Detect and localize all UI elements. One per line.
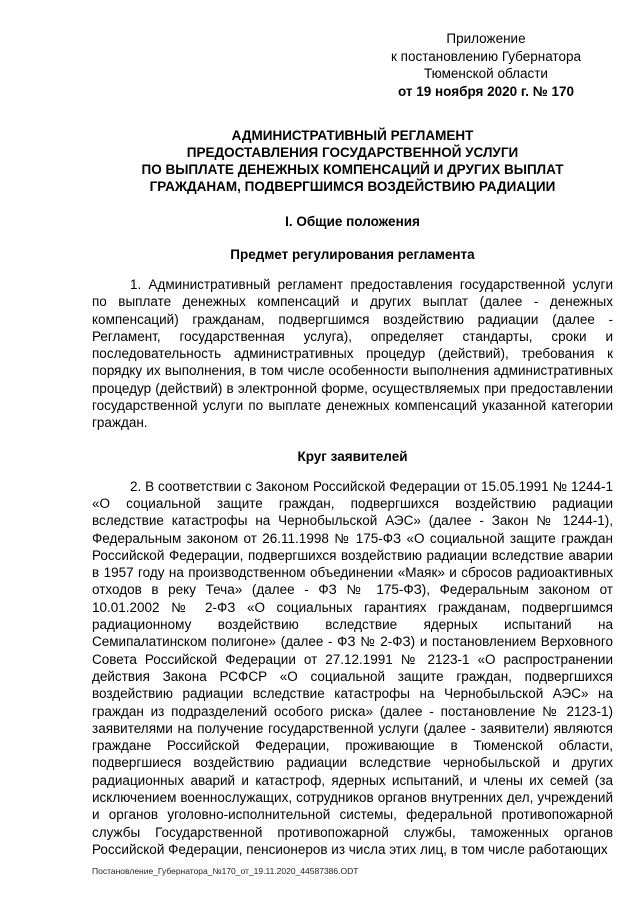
- section-title-general: I. Общие положения: [285, 214, 420, 229]
- appendix-resolution-ref: к постановлению Губернатора: [391, 48, 581, 64]
- subsection-title-applicants: Круг заявителей: [297, 448, 408, 464]
- title-line-3: ПО ВЫПЛАТЕ ДЕНЕЖНЫХ КОМПЕНСАЦИЙ И ДРУГИХ ВЫПЛАТ: [141, 162, 564, 177]
- title-line-1: АДМИНИСТРАТИВНЫЙ РЕГЛАМЕНТ: [231, 128, 474, 143]
- title-line-2: ПРЕДОСТАВЛЕНИЯ ГОСУДАРСТВЕННОЙ УСЛУГИ: [186, 145, 519, 160]
- document-title: [92, 127, 613, 195]
- document-body: [92, 127, 613, 858]
- appendix-region: Тюменской области: [424, 66, 548, 81]
- footer-filename: Постановление_Губернатора_№170_от_19.11.2020_44587386.ODT: [92, 866, 359, 876]
- subsection-title-subject: Предмет регулирования регламента: [230, 247, 475, 262]
- paragraph-2: 2. В соответствии с Законом Российской Федерации от 15.05.1991 № 1244-1 «О социальной защите граждан, подвергшихся воздействию радиации вследствие катастрофы на Чернобыльской АЭС» (далее - Закон № 1244-1), Федеральным законом от 26.11.1998 № 175-ФЗ «О социальной защите граждан Российской Федерации, подвергшихся воздействию радиации вследствие аварии в 1957 году на производственном объединении «Маяк» и сбросов радиоактивных отходов в реку Теча» (далее - ФЗ № 175-ФЗ), Федеральным законом от 10.01.2002 № 2-ФЗ «О социальных гарантиях гражданам, подвергшимся радиационному воздействию вследствие ядерных испытаний на Семипалатинском полигоне» (далее - ФЗ № 2-ФЗ) и постановлением Верховного Совета Российской Федерации от 27.12.1991 № 2123-1 «О распространении действия Закона РСФСР «О социальной защите граждан, подвергшихся воздействию радиации вследствие катастрофы на Чернобыльской АЭС» на граждан из подразделений особого риска» (далее - постановление № 2123-1) заявителями на получение государственной услуги (далее - заявители) являются граждане Российской Федерации, проживающие в Тюменской области, подвергшиеся воздействию радиации вследствие чернобыльской и других радиационных аварий и катастроф, ядерных испытаний, и члены их семей (за исключением военнослужащих, сотрудников органов внутренних дел, учреждений и органов уголовно-исполнительной системы, федеральной противопожарной службы Государственной противопожарной службы, таможенных органов Российской Федерации, пенсионеров из числа этих лиц, в том числе работающих: [92, 478, 613, 857]
- appendix-label: Приложение: [446, 31, 526, 46]
- title-line-4: ГРАЖДАНАМ, ПОДВЕРГШИМСЯ ВОЗДЕЙСТВИЮ РАДИАЦИИ: [149, 179, 556, 194]
- appendix-date-number: от 19 ноября 2020 г. № 170: [397, 83, 575, 99]
- appendix-header: [370, 30, 602, 100]
- paragraph-1: 1. Административный регламент предоставления государственной услуги по выплате денежных компенсаций и других выплат (далее - денежных компенсаций) гражданам, подвергшимся воздействию радиации (далее - Регламент, государственная услуга), определяет стандарты, сроки и последовательность административных процедур (действий), требования к порядку их выполнения, в том числе особенности выполнения административных процедур (действий) в электронной форме, осуществляемых при предоставлении государственной услуги по выплате денежных компенсаций указанной категории граждан.: [92, 277, 613, 431]
